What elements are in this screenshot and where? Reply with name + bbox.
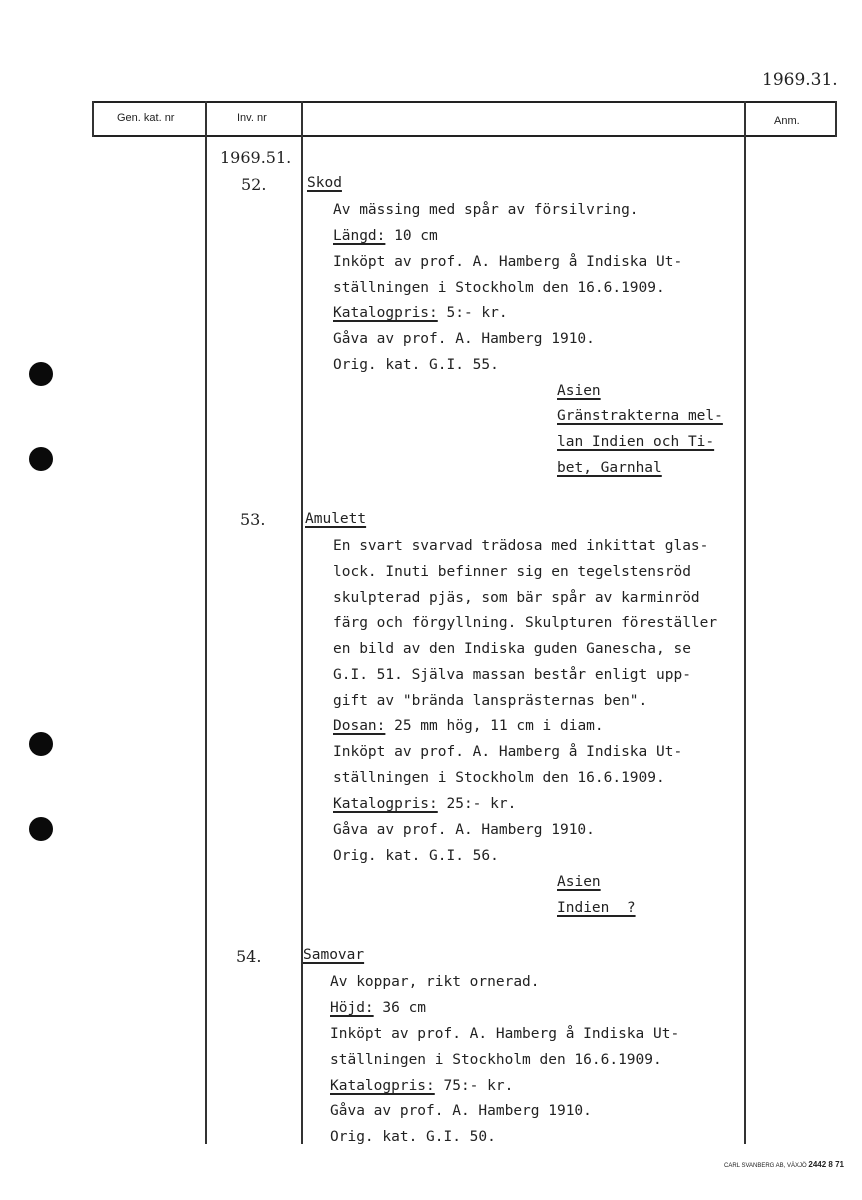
item-title: Amulett: [305, 511, 367, 527]
field-label: Katalogpris:: [333, 305, 438, 321]
item-line: Inköpt av prof. A. Hamberg å Indiska Ut-: [333, 254, 683, 270]
item-line: lock. Inuti befinner sig en tegelstensröd: [333, 564, 691, 580]
inv-number: 52.: [241, 175, 267, 194]
inv-number: 1969.51.: [220, 148, 292, 167]
column-divider: [205, 101, 207, 1144]
item-line: gift av "brända lansprästernas ben".: [333, 693, 648, 709]
region-line: Asien: [557, 874, 601, 890]
item-line: Gåva av prof. A. Hamberg 1910.: [330, 1103, 592, 1119]
item-line: Orig. kat. G.I. 50.: [330, 1129, 496, 1145]
item-line: Av mässing med spår av försilvring.: [333, 202, 639, 218]
inv-number: 54.: [236, 947, 262, 966]
printer-imprint: [724, 1160, 844, 1169]
field-label: Dosan:: [333, 718, 386, 734]
item-line: färg och förgyllning. Skulpturen föreställer: [333, 615, 718, 631]
field-label: Höjd:: [330, 1000, 374, 1016]
column-divider: [92, 101, 94, 137]
form-number: 2442 8 71: [808, 1160, 844, 1169]
item-line: Längd: 10 cm: [333, 228, 438, 244]
item-line: Gåva av prof. A. Hamberg 1910.: [333, 822, 595, 838]
punch-hole: [29, 447, 53, 471]
header-gen-kat-nr: Gen. kat. nr: [117, 112, 175, 124]
item-line: Av koppar, rikt ornerad.: [330, 974, 540, 990]
region-line: Indien ?: [557, 900, 636, 916]
item-title: Skod: [307, 175, 342, 191]
punch-hole: [29, 362, 53, 386]
page-reference: 1969.31.: [762, 70, 838, 90]
header-inv-nr: Inv. nr: [237, 112, 267, 124]
punch-hole: [29, 732, 53, 756]
region-line: lan Indien och Ti-: [557, 434, 715, 450]
item-line: Inköpt av prof. A. Hamberg å Indiska Ut-: [333, 744, 683, 760]
item-line: Orig. kat. G.I. 56.: [333, 848, 499, 864]
item-line: Orig. kat. G.I. 55.: [333, 357, 499, 373]
header-anm: Anm.: [774, 115, 800, 127]
item-line: En svart svarvad trädosa med inkittat glas-: [333, 538, 709, 554]
item-line: Höjd: 36 cm: [330, 1000, 427, 1016]
item-line: ställningen i Stockholm den 16.6.1909.: [333, 280, 665, 296]
region-line: bet, Garnhal: [557, 460, 662, 476]
field-label: Längd:: [333, 228, 386, 244]
item-line: G.I. 51. Själva massan består enligt upp-: [333, 667, 691, 683]
item-line: Katalogpris: 75:- kr.: [330, 1078, 514, 1094]
item-line: Gåva av prof. A. Hamberg 1910.: [333, 331, 595, 347]
column-divider: [835, 101, 837, 137]
punch-hole: [29, 817, 53, 841]
item-line: Katalogpris: 25:- kr.: [333, 796, 517, 812]
inv-number: 53.: [240, 510, 266, 529]
item-line: ställningen i Stockholm den 16.6.1909.: [330, 1052, 662, 1068]
printer-name: CARL SVANBERG AB, VÄXJÖ: [724, 1163, 807, 1169]
item-line: Inköpt av prof. A. Hamberg å Indiska Ut-: [330, 1026, 680, 1042]
field-label: Katalogpris:: [330, 1078, 435, 1094]
item-line: Katalogpris: 5:- kr.: [333, 305, 508, 321]
region-line: Gränstrakterna mel-: [557, 408, 723, 424]
item-line: en bild av den Indiska guden Ganescha, se: [333, 641, 691, 657]
item-line: skulpterad pjäs, som bär spår av karminröd: [333, 590, 700, 606]
item-line: Dosan: 25 mm hög, 11 cm i diam.: [333, 718, 604, 734]
field-label: Katalogpris:: [333, 796, 438, 812]
table-top-rule: [92, 101, 836, 103]
region-line: Asien: [557, 383, 601, 399]
column-divider: [744, 101, 746, 1144]
item-title: Samovar: [303, 947, 365, 963]
table-header-rule: [92, 135, 836, 137]
column-divider: [301, 101, 303, 1144]
item-line: ställningen i Stockholm den 16.6.1909.: [333, 770, 665, 786]
